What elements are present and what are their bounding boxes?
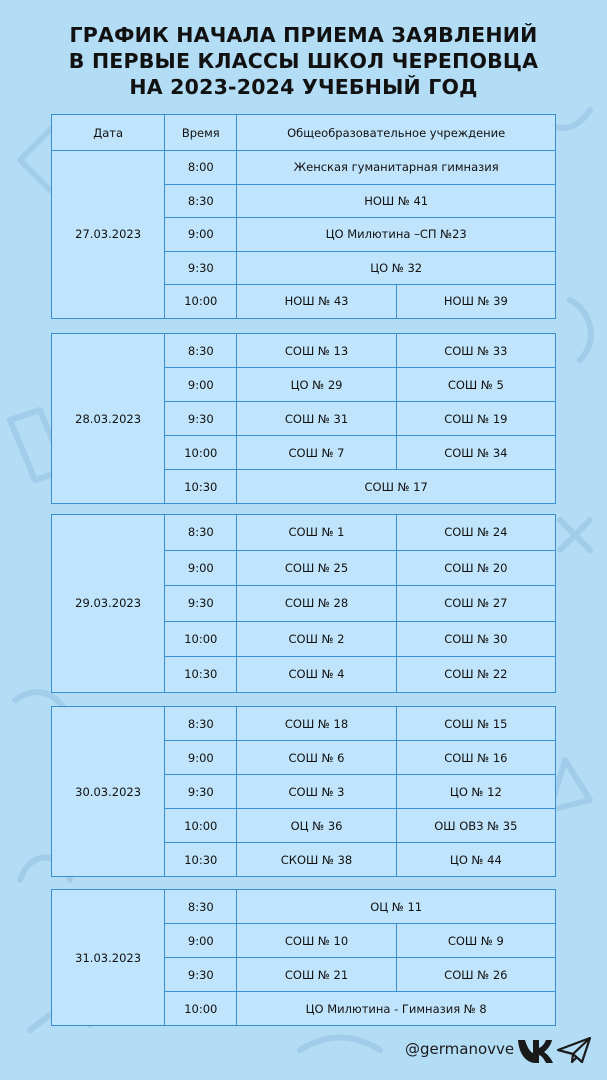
time-cell: 8:30 (165, 890, 237, 924)
school-cell: ЦО № 29 (237, 368, 396, 402)
date-cell: 31.03.2023 (52, 890, 165, 1026)
school-cell: СОШ № 25 (237, 550, 396, 586)
school-cell: СОШ № 31 (237, 402, 396, 436)
school-cell: Женская гуманитарная гимназия (237, 151, 556, 185)
author-handle: @germanovve (405, 1040, 515, 1058)
school-cell: ОЦ № 11 (237, 890, 556, 924)
school-cell: СОШ № 33 (396, 334, 555, 368)
header-date: Дата (52, 115, 165, 151)
school-cell: СОШ № 30 (396, 621, 555, 657)
schedule-day-table (51, 514, 556, 693)
school-cell: СОШ № 21 (237, 958, 396, 992)
school-cell: СОШ № 16 (396, 741, 555, 775)
time-cell: 10:00 (165, 285, 237, 319)
school-cell: СОШ № 15 (396, 707, 555, 741)
school-cell: СОШ № 20 (396, 550, 555, 586)
time-cell: 9:00 (165, 741, 237, 775)
school-cell: СОШ № 22 (396, 657, 555, 693)
date-cell: 28.03.2023 (52, 334, 165, 504)
school-cell: СОШ № 13 (237, 334, 396, 368)
table-header-row (52, 115, 556, 151)
school-cell: НОШ № 43 (237, 285, 396, 319)
school-cell: СОШ № 27 (396, 586, 555, 622)
time-cell: 10:00 (165, 809, 237, 843)
school-cell: СОШ № 24 (396, 515, 555, 551)
school-cell: СОШ № 18 (237, 707, 396, 741)
time-cell: 10:00 (165, 621, 237, 657)
school-cell: ЦО Милютина –СП №23 (237, 218, 556, 252)
school-cell: СОШ № 10 (237, 924, 396, 958)
school-cell: ЦО № 12 (396, 775, 555, 809)
school-cell: ЦО № 44 (396, 843, 555, 877)
school-cell: СОШ № 19 (396, 402, 555, 436)
time-cell: 9:30 (165, 586, 237, 622)
school-cell: СОШ № 4 (237, 657, 396, 693)
schedule-day-table (51, 333, 556, 504)
title-line-3: НА 2023-2024 УЧЕБНЫЙ ГОД (129, 75, 478, 99)
school-cell: СОШ № 7 (237, 436, 396, 470)
time-cell: 9:30 (165, 958, 237, 992)
time-cell: 9:00 (165, 550, 237, 586)
schedule-day-table (51, 114, 556, 319)
school-cell: НОШ № 41 (237, 184, 556, 218)
time-cell: 9:00 (165, 368, 237, 402)
header-institution: Общеобразовательное учреждение (237, 115, 556, 151)
school-cell: ОЦ № 36 (237, 809, 396, 843)
time-cell: 10:30 (165, 470, 237, 504)
time-cell: 9:30 (165, 402, 237, 436)
paper-plane-icon (556, 1036, 592, 1064)
time-cell: 9:30 (165, 251, 237, 285)
school-cell: СОШ № 3 (237, 775, 396, 809)
school-cell: СКОШ № 38 (237, 843, 396, 877)
time-cell: 9:00 (165, 924, 237, 958)
table-row (52, 890, 556, 924)
table-row (52, 707, 556, 741)
page-title (0, 22, 607, 100)
time-cell: 10:30 (165, 843, 237, 877)
schedule-day-table (51, 889, 556, 1026)
school-cell: СОШ № 6 (237, 741, 396, 775)
date-cell: 27.03.2023 (52, 151, 165, 319)
school-cell: СОШ № 5 (396, 368, 555, 402)
vk-logo-icon (516, 1034, 556, 1064)
time-cell: 10:00 (165, 992, 237, 1026)
school-cell: СОШ № 34 (396, 436, 555, 470)
time-cell: 10:00 (165, 436, 237, 470)
school-cell: ЦО № 32 (237, 251, 556, 285)
school-cell: ОШ ОВЗ № 35 (396, 809, 555, 843)
school-cell: СОШ № 9 (396, 924, 555, 958)
time-cell: 8:30 (165, 184, 237, 218)
time-cell: 8:00 (165, 151, 237, 185)
time-cell: 9:30 (165, 775, 237, 809)
title-line-2: В ПЕРВЫЕ КЛАССЫ ШКОЛ ЧЕРЕПОВЦА (68, 49, 539, 73)
date-cell: 30.03.2023 (52, 707, 165, 877)
time-cell: 10:30 (165, 657, 237, 693)
title-line-1: ГРАФИК НАЧАЛА ПРИЕМА ЗАЯВЛЕНИЙ (69, 23, 538, 47)
header-time: Время (165, 115, 237, 151)
time-cell: 8:30 (165, 707, 237, 741)
date-cell: 29.03.2023 (52, 515, 165, 693)
school-cell: СОШ № 1 (237, 515, 396, 551)
school-cell: СОШ № 26 (396, 958, 555, 992)
table-row (52, 334, 556, 368)
time-cell: 9:00 (165, 218, 237, 252)
schedule-day-table (51, 706, 556, 877)
table-row (52, 515, 556, 551)
school-cell: СОШ № 2 (237, 621, 396, 657)
table-row (52, 151, 556, 185)
time-cell: 8:30 (165, 334, 237, 368)
school-cell: ЦО Милютина - Гимназия № 8 (237, 992, 556, 1026)
school-cell: НОШ № 39 (396, 285, 555, 319)
school-cell: СОШ № 28 (237, 586, 396, 622)
time-cell: 8:30 (165, 515, 237, 551)
school-cell: СОШ № 17 (237, 470, 556, 504)
